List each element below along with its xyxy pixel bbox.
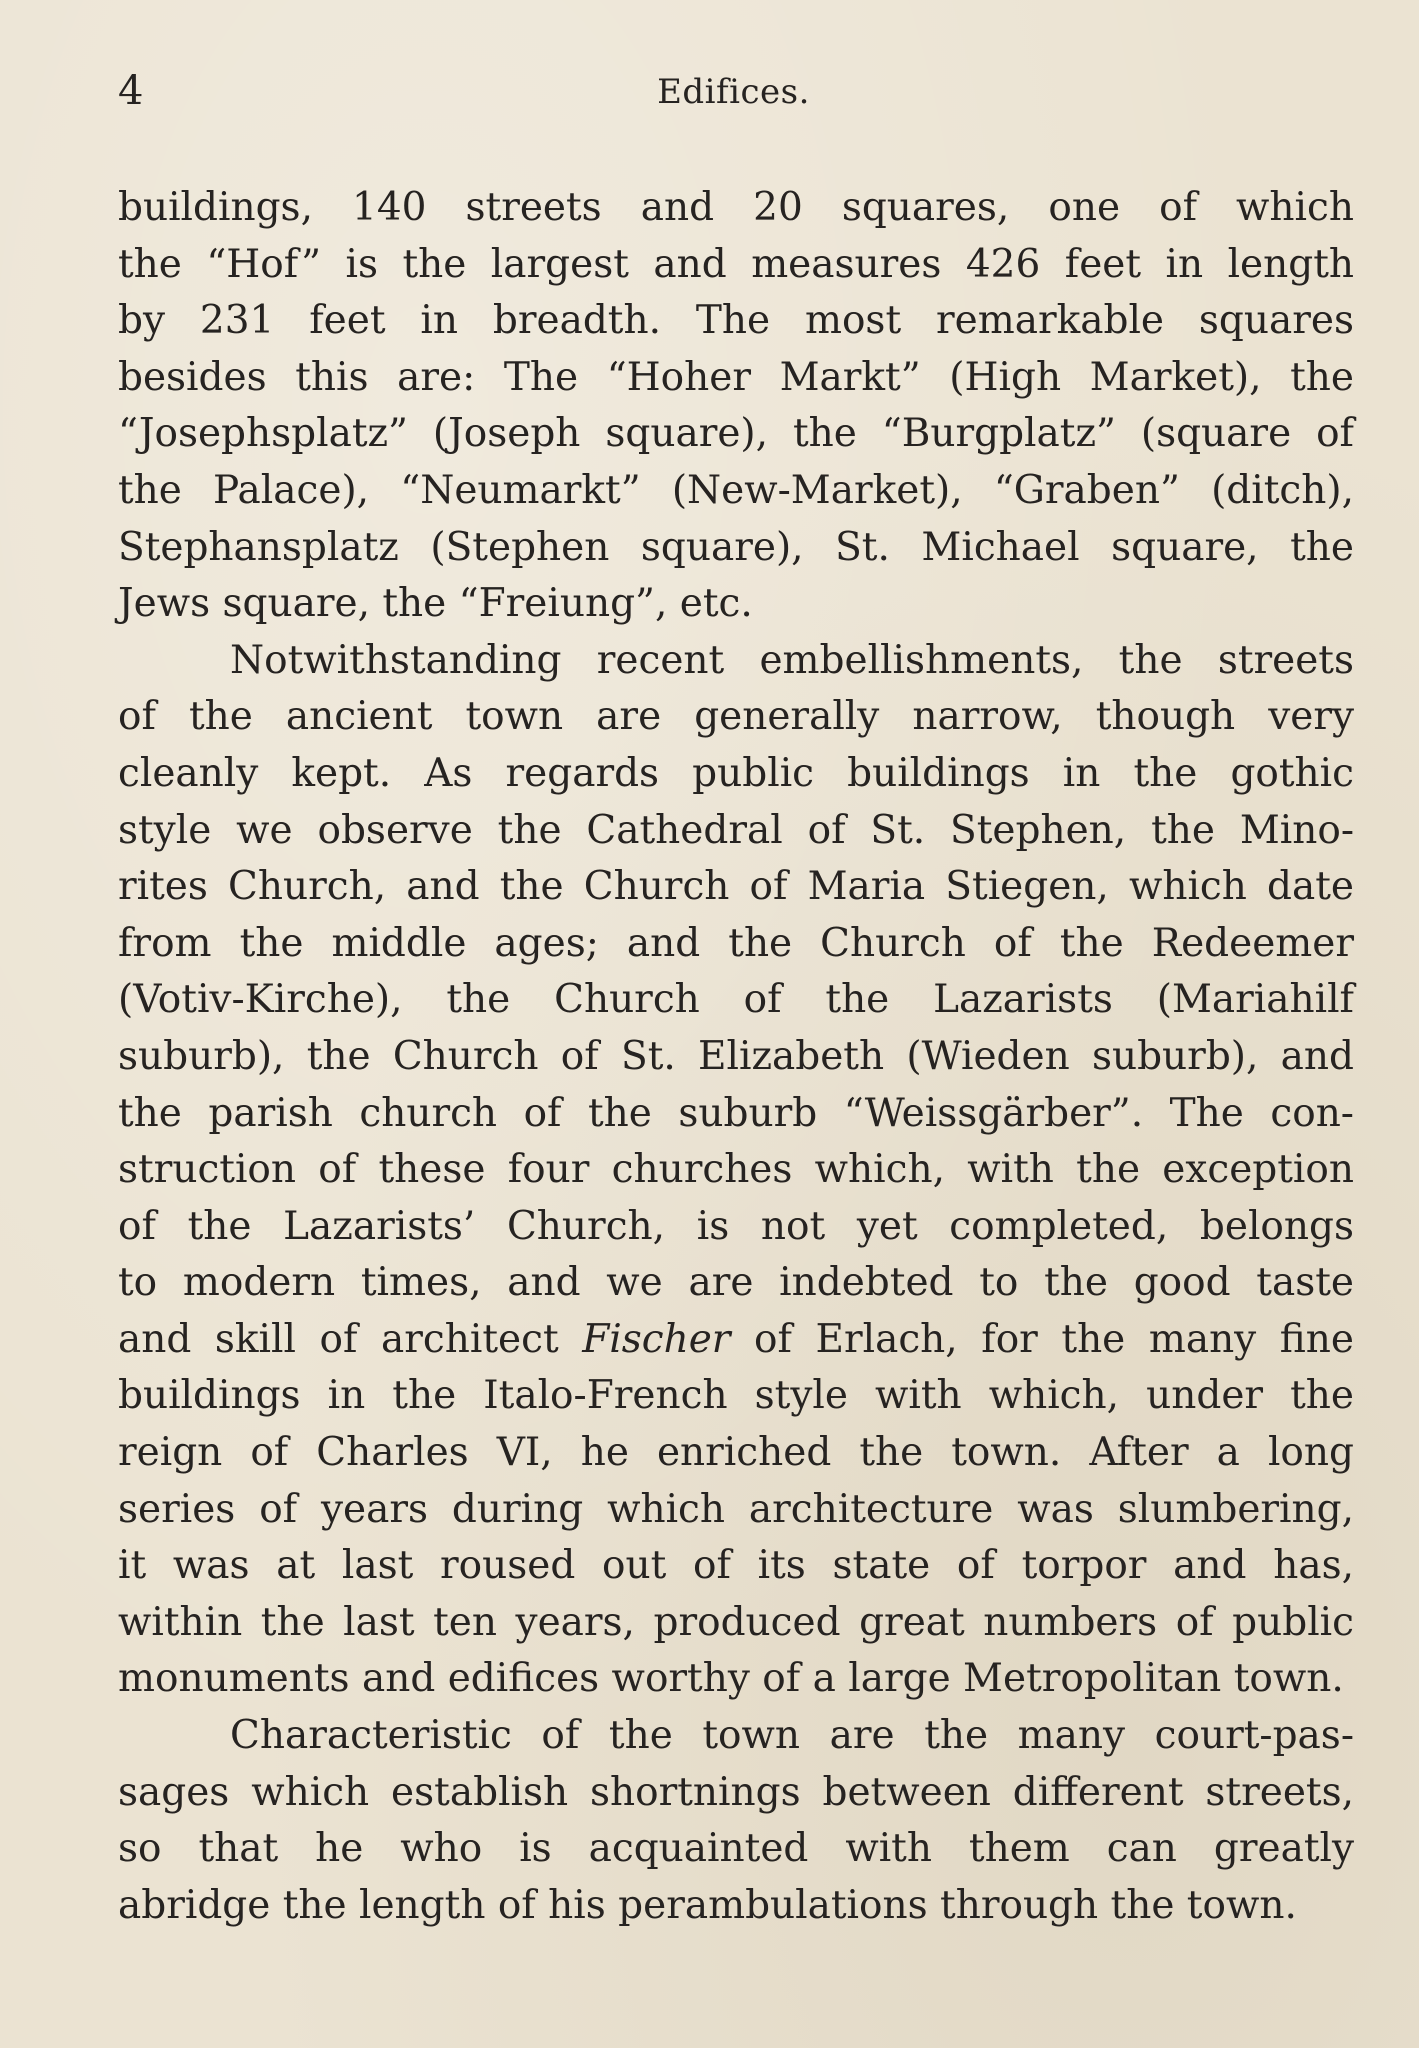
line-segment: of Erlach, for the many fine [730, 1316, 1354, 1362]
text-line: Stephansplatz (Stephen square), St. Michael square, the [118, 524, 1354, 570]
text-line: rites Church, and the Church of Maria Stiegen, which date [118, 864, 1354, 910]
text-line: Jews square, the “Freiung”, etc. [118, 581, 753, 627]
text-line: sages which establish shortnings between different streets, [118, 1769, 1354, 1815]
text-line: cleanly kept. As regards public buildings in the gothic [118, 750, 1354, 796]
text-line: struction of these four churches which, with the exception [118, 1147, 1354, 1193]
text-line: the Palace), “Neumarkt” (New-Market), “Graben” (ditch), [118, 467, 1354, 513]
text-line: so that he who is acquainted with them can greatly [118, 1826, 1354, 1872]
text-line-with-name [118, 1312, 1354, 1369]
text-line: by 231 feet in breadth. The most remarkable squares [118, 298, 1354, 344]
text-line: the parish church of the suburb “Weissgärber”. The con- [118, 1090, 1354, 1136]
text-line: to modern times, and we are indebted to the good taste [118, 1260, 1354, 1306]
text-line: within the last ten years, produced great numbers of public [118, 1599, 1354, 1645]
chapter-title: Edifices. [657, 72, 810, 112]
text-line: abridge the length of his perambulations through the town. [118, 1882, 1297, 1928]
text-line: the “Hof” is the largest and measures 426 feet in length [118, 241, 1354, 287]
body-text [118, 180, 1354, 1934]
text-line: series of years during which architecture was slumbering, [118, 1486, 1354, 1532]
text-line: it was at last roused out of its state of torpor and has, [118, 1543, 1354, 1589]
text-line: suburb), the Church of St. Elizabeth (Wieden suburb), and [118, 1033, 1354, 1079]
text-line: buildings in the Italo-French style with which, under the [118, 1373, 1354, 1419]
text-line: besides this are: The “Hoher Markt” (High Market), the [118, 354, 1354, 400]
paragraph-start-line: Notwithstanding recent embellishments, the streets [230, 637, 1354, 683]
text-line: buildings, 140 streets and 20 squares, one of which [118, 185, 1354, 230]
page-number: 4 [118, 68, 144, 114]
text-line: monuments and edifices worthy of a large Metropolitan town. [118, 1656, 1344, 1702]
architect-name: Fischer [582, 1316, 731, 1362]
text-line: of the Lazarists’ Church, is not yet completed, belongs [118, 1203, 1354, 1249]
line-segment: and skill of architect [118, 1316, 583, 1362]
running-head [118, 68, 1349, 128]
text-line: style we observe the Cathedral of St. Stephen, the Mino- [118, 807, 1354, 853]
paragraph-start-line: Characteristic of the town are the many court-pas- [230, 1713, 1354, 1759]
text-line: “Josephsplatz” (Joseph square), the “Burgplatz” (square of [118, 411, 1354, 457]
text-line: reign of Charles VI, he enriched the town. After a long [118, 1430, 1354, 1476]
text-line: (Votiv-Kirche), the Church of the Lazarists (Mariahilf [118, 977, 1354, 1023]
text-line: from the middle ages; and the Church of the Redeemer [118, 920, 1354, 966]
text-line: of the ancient town are generally narrow, though very [118, 694, 1354, 740]
